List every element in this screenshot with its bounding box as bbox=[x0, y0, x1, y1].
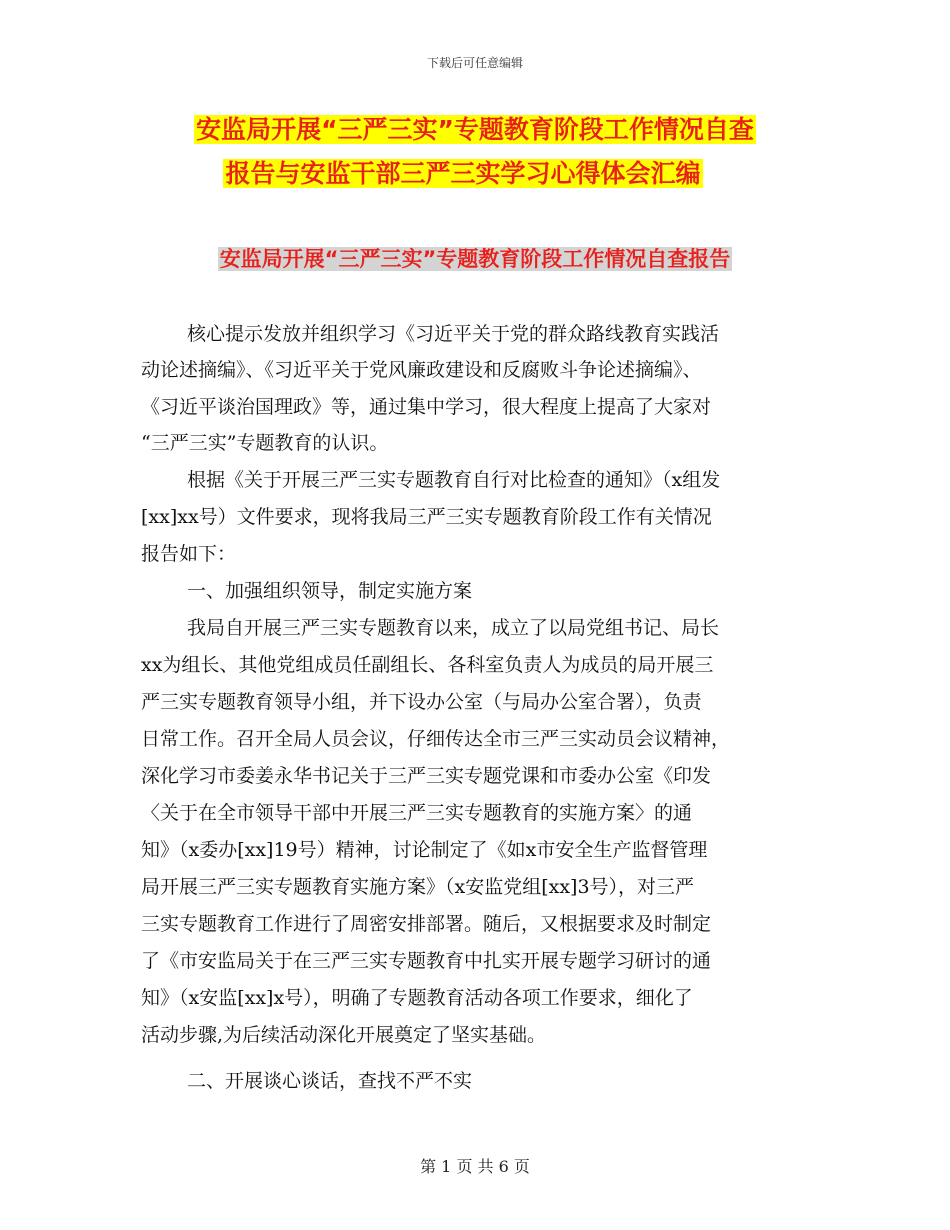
body-line: 《习近平谈治国理政》等，通过集中学习，很大程度上提高了大家对 bbox=[141, 396, 712, 418]
body-line: 报告如下： bbox=[141, 543, 237, 565]
document-title-line-1 bbox=[0, 113, 950, 147]
body-line: 我局自开展三严三实专题教育以来，成立了以局党组书记、局长 bbox=[187, 617, 720, 639]
section-title-text: 安监局开展“三严三实”专题教育阶段工作情况自查报告 bbox=[219, 247, 731, 271]
body-line: 知》（x安监[xx]x号），明确了专题教育活动各项工作要求，细化了 bbox=[141, 987, 693, 1009]
body-line: 严三实专题教育领导小组，并下设办公室（与局办公室合署），负责 bbox=[141, 691, 702, 713]
page-footer: 第 1 页 共 6 页 bbox=[420, 1157, 530, 1176]
section-title bbox=[0, 244, 950, 274]
body-line: 局开展三严三实专题教育实施方案》（x安监党组[xx]3号），对三严 bbox=[141, 876, 695, 898]
title-line-2-text: 报告与安监干部三严三实学习心得体会汇编 bbox=[225, 159, 701, 188]
body-line: “三严三实”专题教育的认识。 bbox=[141, 432, 389, 454]
section-heading-2: 二、开展谈心谈话，查找不严不实 bbox=[187, 1070, 473, 1092]
body-line: 日常工作。召开全局人员会议，仔细传达全市三严三实动员会议精神， bbox=[141, 728, 731, 750]
body-line: 活动步骤,为后续活动深化开展奠定了坚实基础。 bbox=[141, 1024, 547, 1046]
body-line: 三实专题教育工作进行了周密安排部署。随后，又根据要求及时制定 bbox=[141, 913, 712, 935]
body-line: xx为组长、其他党组成员任副组长、各科室负责人为成员的局开展三 bbox=[141, 654, 714, 676]
section-heading-1: 一、加强组织领导，制定实施方案 bbox=[187, 580, 473, 602]
body-line: 〈关于在全市领导干部中开展三严三实专题教育的实施方案〉的通 bbox=[141, 802, 693, 824]
body-line: [xx]xx号）文件要求，现将我局三严三实专题教育阶段工作有关情况 bbox=[141, 506, 712, 528]
title-line-1-text: 安监局开展“三严三实”专题教育阶段工作情况自查 bbox=[196, 115, 754, 144]
body-line: 动论述摘编》、《习近平关于党风廉政建设和反腐败斗争论述摘编》、 bbox=[141, 359, 702, 381]
body-line: 根据《关于开展三严三实专题教育自行对比检查的通知》（x组发 bbox=[187, 469, 721, 491]
body-line: 了《市安监局关于在三严三实专题教育中扎实开展专题学习研讨的通 bbox=[141, 950, 712, 972]
document-title-line-2 bbox=[0, 157, 938, 191]
header-note: 下载后可任意编辑 bbox=[426, 56, 523, 70]
body-line: 核心提示发放并组织学习《习近平关于党的群众路线教育实践活 bbox=[187, 323, 720, 345]
body-line: 知》（x委办[xx]19号）精神，讨论制定了《如x市安全生产监督管理 bbox=[141, 839, 708, 861]
body-line: 深化学习市委姜永华书记关于三严三实专题党课和市委办公室《印发 bbox=[141, 765, 712, 787]
